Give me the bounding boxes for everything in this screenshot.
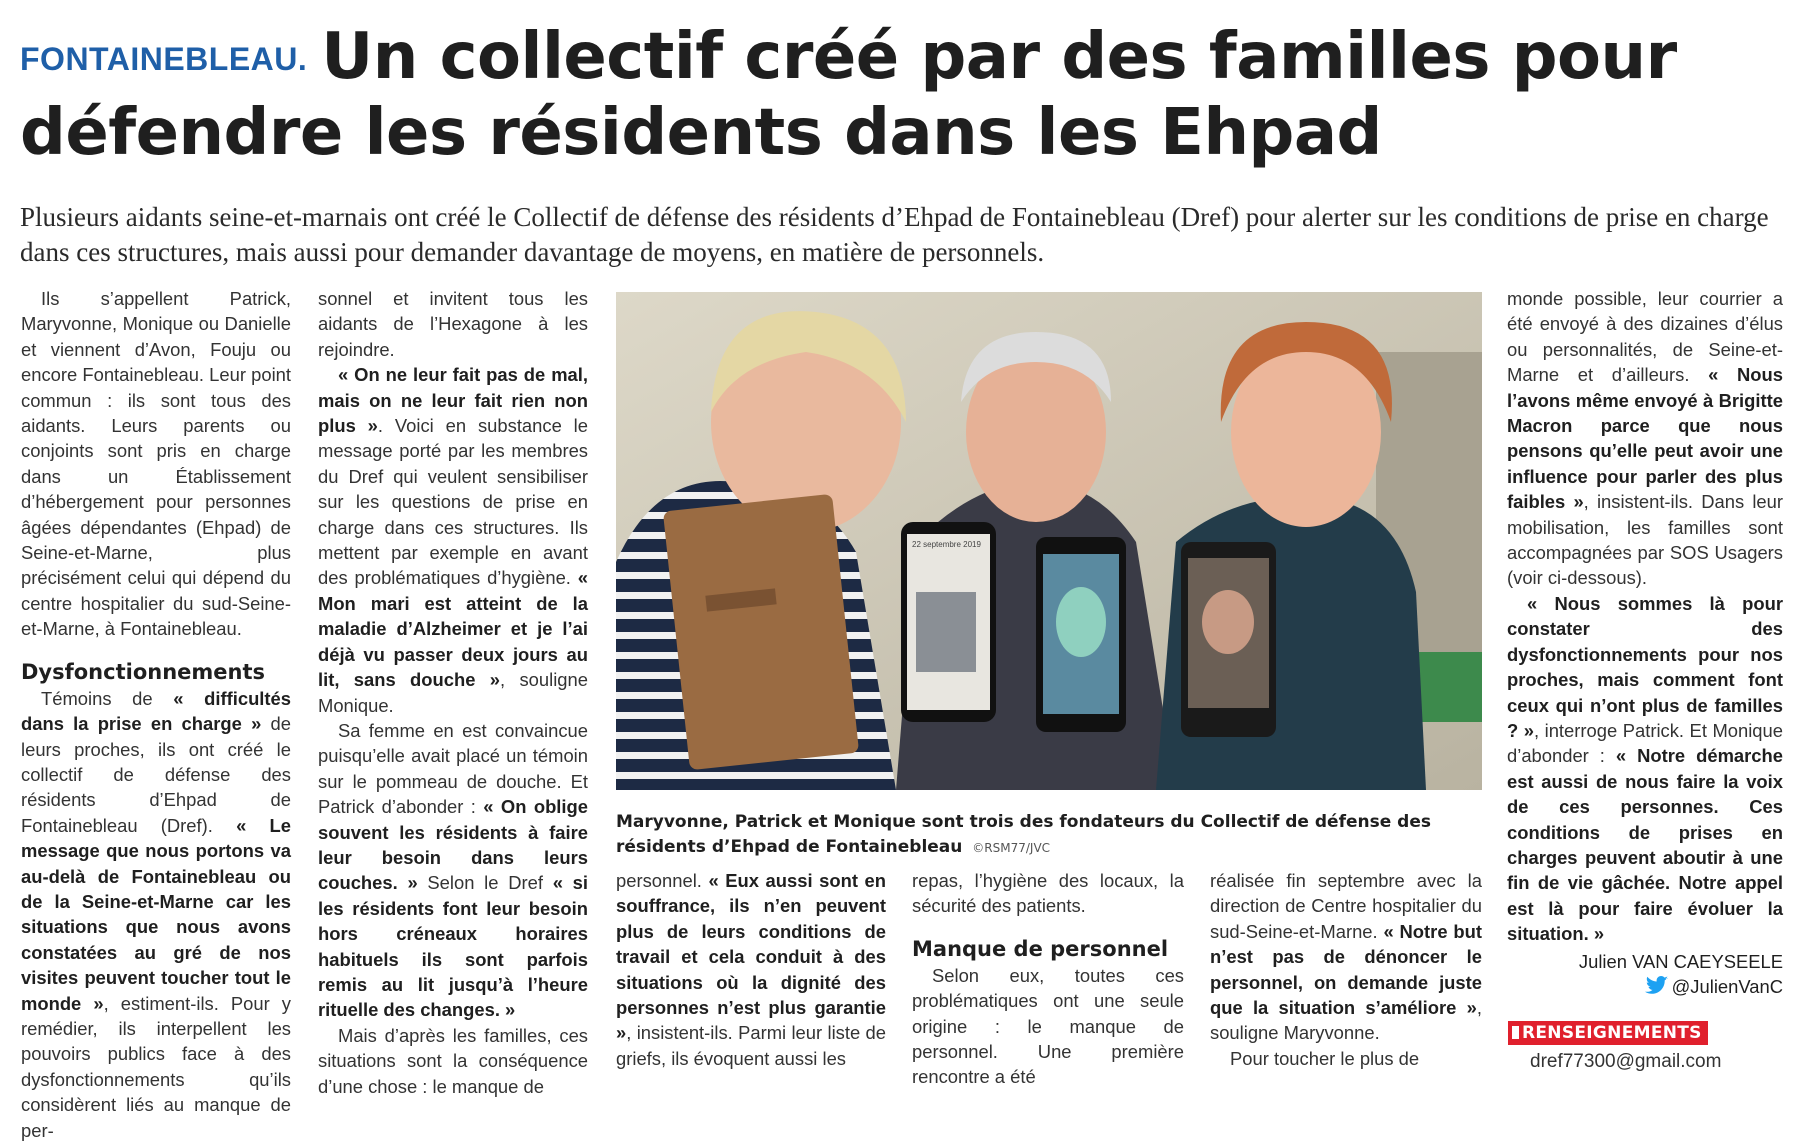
body-text: , estiment-ils. Pour y remédier, ils interpellent les pouvoirs publics face à des dysfonctionnements qu’ils considèrent liés au manque de per- [21, 992, 291, 1141]
lead-paragraph: Plusieurs aidants seine-et-marnais ont créé le Collectif de défense des résidents d’Ehpad de Fontainebleau (Dref) pour alerter sur les conditions de prise en charge dans ces structures, mais aussi pour demander davantage de moyens, en matière de personnels. [20, 202, 1769, 267]
body-text: , interroge Patrick. Et Monique d’abonder : [1507, 719, 1783, 767]
article-column-5 [1210, 868, 1482, 1071]
body-text: Selon le Dref [417, 872, 553, 894]
headline [20, 20, 1780, 170]
body-text: , insistent-ils. Dans leur mobilisation, les familles sont accompagnées par SOS Usagers (voir ci-dessous). [1507, 491, 1783, 589]
body-text: monde possible, leur courrier a été envoyé à des dizaines d’élus ou personnalités, de Seine-et-Marne et d’ailleurs. [1507, 288, 1783, 386]
photo-illustration [616, 292, 1482, 790]
body-paragraph: Ils s’appellent Patrick, Maryvonne, Monique ou Danielle et viennent d’Avon, Fouju ou encore Fontainebleau. Leur point commun : ils sont tous des aidants. Leurs parents ou conjoints sont pris en charge dans un Établissement d’hébergement pour personnes âgées dépendantes (Ehpad) de Seine-et-Marne, plus précisément celui qui dépend du centre hospitalier du sud-Seine-et-Marne, à Fontainebleau. [21, 288, 291, 640]
article-column-3 [616, 868, 886, 1071]
body-paragraph [1210, 868, 1482, 1046]
body-text: personnel. [616, 870, 709, 891]
byline [1507, 949, 1783, 974]
body-paragraph [1507, 286, 1783, 591]
photo-caption [616, 810, 1486, 861]
body-paragraph [616, 868, 886, 1071]
quote: « si les résidents font leur besoin hors créneaux horaires habituels ils sont parfois remis au lit jusqu’à l’heure rituelle des changes. » [318, 872, 588, 1021]
photo-credit: ©RSM77/JVC [972, 841, 1051, 855]
quote: « Mon mari est atteint de la maladie d’Alzheimer et je l’ai déjà vu passer deux jours au lit, sans douche » [318, 567, 588, 691]
body-text: , souligne Monique. [318, 669, 588, 716]
body-paragraph: repas, l’hygiène des locaux, la sécurité des patients. [912, 870, 1184, 917]
twitter-handle-row[interactable] [1507, 974, 1783, 999]
body-text: , souligne Maryvonne. [1210, 997, 1482, 1044]
quote: « On oblige souvent les résidents à faire leur besoin dans leurs couches. » [318, 796, 588, 894]
quote: « Nous l’avons même envoyé à Brigitte Macron parce que nous pensons qu’elle peut avoir une influence pour parler des plus faibles » [1507, 364, 1783, 513]
quote: « On ne leur fait pas de mal, mais on ne leur fait rien non plus » [318, 364, 588, 437]
quote: « Notre démarche est aussi de nous faire la voix de ces personnes. Ces conditions de prises en charges peuvent aboutir à une fin de vie gâchée. Notre appel est là pour faire évoluer la situation. » [1507, 745, 1783, 945]
article-column-2 [318, 286, 588, 1099]
body-paragraph [1507, 591, 1783, 947]
body-paragraph [318, 718, 588, 1023]
body-paragraph [21, 686, 291, 1143]
quote: « Notre but n’est pas de dénoncer le personnel, on demande juste que la situation s’améliore » [1210, 920, 1482, 1019]
body-paragraph: Selon eux, toutes ces problématiques ont une seule origine : le manque de personnel. Une première rencontre a été [912, 964, 1184, 1088]
info-label [1508, 1021, 1708, 1045]
contact-email[interactable]: dref77300@gmail.com [1530, 1051, 1722, 1072]
body-paragraph: sonnel et invitent tous les aidants de l’Hexagone à les rejoindre. [318, 288, 588, 360]
subheading-manque-de-personnel: Manque de personnel [912, 936, 1169, 961]
headline-kicker: FONTAINEBLEAU. [20, 41, 308, 77]
quote: « difficultés dans la prise en charge » [21, 687, 291, 735]
body-paragraph: Mais d’après les familles, ces situations sont la conséquence d’une chose : le manque de [318, 1024, 588, 1097]
quote: « Nous sommes là pour constater des dysfonctionnements pour nos proches, mais comment font ceux qui n’ont plus de familles ? » [1507, 592, 1783, 741]
body-paragraph: Pour toucher le plus de [1230, 1047, 1420, 1069]
body-text: Témoins de [41, 687, 174, 709]
phone-screen-date: 22 septembre 2019 [912, 540, 981, 549]
body-text: Sa femme en est convaincue puisqu’elle avait placé un témoin sur le pommeau de douche. Et Patrick d’abonder : [318, 719, 588, 818]
twitter-bird-icon [1645, 976, 1669, 996]
quote: « Le message que nous portons va au-delà de Fontainebleau ou de la Seine-et-Marne car les situations que nous avons constatées au gré de nos visites peuvent toucher tout le monde » [21, 814, 291, 1014]
subheading-dysfonctionnements: Dysfonctionnements [21, 659, 266, 684]
info-label-text: RENSEIGNEMENTS [1522, 1023, 1702, 1043]
body-text: , insistent-ils. Parmi leur liste de griefs, ils évoquent aussi les [616, 1022, 886, 1069]
article-column-6 [1507, 286, 1783, 999]
body-text: . Voici en substance le message porté par les membres du Dref qui veulent sensibiliser sur les questions de prise en charge dans ces structures. Ils mettent par exemple en avant des problématiques d’hygiène. [318, 415, 588, 589]
body-paragraph [318, 362, 588, 718]
caption-text: Maryvonne, Patrick et Monique sont trois des fondateurs du Collectif de défense des résidents d’Ehpad de Fontainebleau [616, 812, 1431, 857]
article-photo [616, 292, 1482, 790]
article-column-1 [21, 286, 291, 1143]
twitter-handle[interactable]: @JulienVanC [1671, 975, 1783, 997]
headline-title: Un collectif créé par des familles pour défendre les résidents dans les Ehpad [20, 20, 1677, 170]
article-column-4 [912, 868, 1184, 1090]
body-text: de leurs proches, ils ont créé le collectif de défense des résidents d’Ehpad de Fontainebleau (Dref). [21, 713, 291, 836]
quote: « Eux aussi sont en souffrance, ils n’en peuvent plus de leurs conditions de travail et cela conduit à des situations où la dignité des personnes n’est plus garantie » [616, 870, 886, 1044]
square-marker-icon [1512, 1026, 1519, 1039]
body-text: réalisée fin septembre avec la direction de Centre hospitalier du sud-Seine-et-Marne. [1210, 870, 1482, 942]
author-name: Julien VAN CAEYSEELE [1578, 950, 1783, 972]
